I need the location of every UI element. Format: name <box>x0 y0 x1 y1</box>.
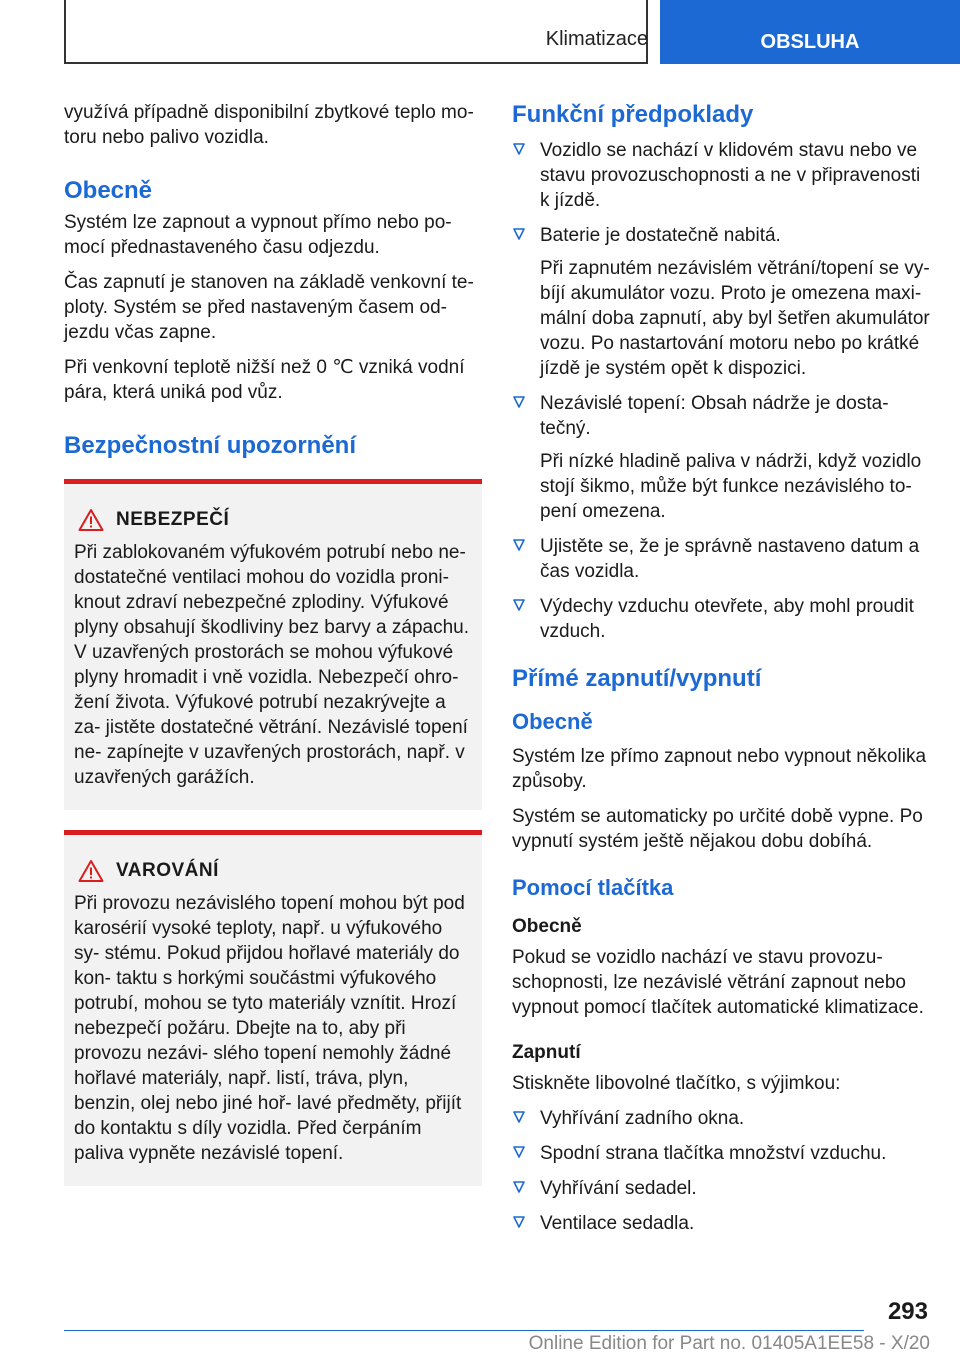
left-column <box>64 100 482 1186</box>
header-section-title: Klimatizace <box>545 28 648 50</box>
button-heading: Pomocí tlačítka <box>512 875 674 900</box>
list-item <box>512 594 930 644</box>
triangle-bullet-icon <box>512 537 526 553</box>
intro-text: využívá případně disponibilní zbytkové teplo mo- toru nebo palivo vozidla. <box>64 102 474 148</box>
list-item <box>512 223 930 381</box>
warning-text: Při provozu nezávislého topení mohou být pod karosérií vysoké teploty, např. u výfukového sy- stému. Pokud přijdou hořlavé materiály do kon- taktu s horkými součástmi výfukového potrubí, mohou se tyto materiály vznítit. Hrozí nebezpečí požáru. Dbejte na to, aby při provozu nezávi- slého topení nemohly žádné hořlavé materiály, např. listí, tráva, plyn, benzin, olej nebo jiné hoř- lavé předměty, přijít do kontaktu s díly vozidla. Před čerpáním paliva vypněte nezávislé topení. <box>74 893 465 1164</box>
footer-edition: Online Edition for Part no. 01405A1EE58 - X/20 <box>528 1333 930 1354</box>
triangle-bullet-icon <box>512 1109 526 1125</box>
button-general-heading: Obecně <box>512 916 582 937</box>
list-item-text: Vozidlo se nachází v klidovém stavu nebo ve stavu provozuschopnosti a ne v připravenosti k jízdě. <box>540 140 921 211</box>
danger-text: Při zablokovaném výfukovém potrubí nebo ne- dostatečné ventilaci mohou do vozidla proni- knout zdraví nebezpečné zplodiny. Výfukové plyny obsahují škodliviny bez barvy a zápachu. V uzavřených prostorách se mohou výfukové plyny hromadit i vně vozidla. Nebezpečí ohro- žení života. Výfukové potrubí nezakrývejte a za- jistěte dostatečné větrání. Nezávislé topení ne- zapínejte v uzavřených prostorách, např. v uzavřených garážích. <box>74 542 470 788</box>
list-item <box>512 534 930 584</box>
danger-header <box>74 508 472 532</box>
list-item-text: Ventilace sedadla. <box>540 1213 695 1234</box>
triangle-bullet-icon <box>512 597 526 613</box>
prerequisites-heading: Funkční předpoklady <box>512 101 754 128</box>
switch-on-paragraph: Stiskněte libovolné tlačítko, s výjimkou: <box>512 1073 841 1094</box>
footer-divider <box>64 1330 864 1331</box>
list-item <box>512 1211 930 1236</box>
warning-triangle-icon <box>78 508 104 532</box>
button-paragraph-1: Pokud se vozidlo nachází ve stavu provozu- schopnosti, lze nezávislé větrání zapnout nebo vypnout pomocí tlačítek automatické klimatizace. <box>512 947 924 1018</box>
exceptions-list <box>512 1106 930 1236</box>
list-item-text: Ujistěte se, že je správně nastaveno datum a čas vozidla. <box>540 536 920 582</box>
general-paragraph-3: Při venkovní teplotě nižší než 0 ℃ vzniká vodní pára, která uniká pod vůz. <box>64 357 465 403</box>
triangle-bullet-icon <box>512 141 526 157</box>
list-item <box>512 391 930 524</box>
triangle-bullet-icon <box>512 1179 526 1195</box>
direct-switch-heading: Přímé zapnutí/vypnutí <box>512 665 762 692</box>
list-item <box>512 1176 930 1201</box>
list-item-note: Při zapnutém nezávislém větrání/topení se vy- bíjí akumulátor vozu. Proto je omezena maxi- mální doba zapnutí, aby byl šetřen akumulátor vozu. Po nastartování motoru nebo po krátké jízdě je systém opět k dispozici. <box>540 258 930 379</box>
triangle-bullet-icon <box>512 1144 526 1160</box>
header-chapter-tab[interactable]: OBSLUHA <box>660 0 960 64</box>
general-paragraph-1: Systém lze zapnout a vypnout přímo nebo po- mocí přednastaveného času odjezdu. <box>64 212 452 258</box>
triangle-bullet-icon <box>512 1214 526 1230</box>
safety-heading: Bezpečnostní upozornění <box>64 432 357 459</box>
prerequisites-list <box>512 138 930 644</box>
list-item-text: Spodní strana tlačítka množství vzduchu. <box>540 1143 887 1164</box>
direct-general-heading: Obecně <box>512 709 593 734</box>
general-heading: Obecně <box>64 177 153 204</box>
list-item <box>512 138 930 213</box>
triangle-bullet-icon <box>512 226 526 242</box>
list-item-note: Při nízké hladině paliva v nádrži, když vozidlo stojí šikmo, může být funkce nezávislého to- pení omezena. <box>540 451 922 522</box>
right-column <box>512 100 930 1246</box>
list-item-text: Nezávislé topení: Obsah nádrže je dosta- tečný. <box>540 393 889 439</box>
list-item-text: Výdechy vzduchu otevřete, aby mohl proudit vzduch. <box>540 596 914 642</box>
danger-box <box>64 479 482 810</box>
warning-header <box>74 859 472 883</box>
triangle-bullet-icon <box>512 394 526 410</box>
warning-triangle-icon <box>78 859 104 883</box>
general-paragraph-2: Čas zapnutí je stanoven na základě venkovní te- ploty. Systém se před nastaveným časem od- jezdu včas zapne. <box>64 272 474 343</box>
danger-title: NEBEZPEČÍ <box>116 509 230 530</box>
page-number: 293 <box>887 1298 928 1325</box>
list-item-text: Baterie je dostatečně nabitá. <box>540 225 781 246</box>
list-item-text: Vyhřívání zadního okna. <box>540 1108 745 1129</box>
switch-on-heading: Zapnutí <box>512 1042 581 1063</box>
list-item-text: Vyhřívání sedadel. <box>540 1178 697 1199</box>
list-item <box>512 1106 930 1131</box>
warning-box <box>64 830 482 1186</box>
list-item <box>512 1141 930 1166</box>
direct-paragraph-1: Systém lze přímo zapnout nebo vypnout několika způsoby. <box>512 746 927 792</box>
direct-paragraph-2: Systém se automaticky po určité době vypne. Po vypnutí systém ještě nějakou dobu dobíhá. <box>512 806 923 852</box>
warning-title: VAROVÁNÍ <box>116 860 219 881</box>
